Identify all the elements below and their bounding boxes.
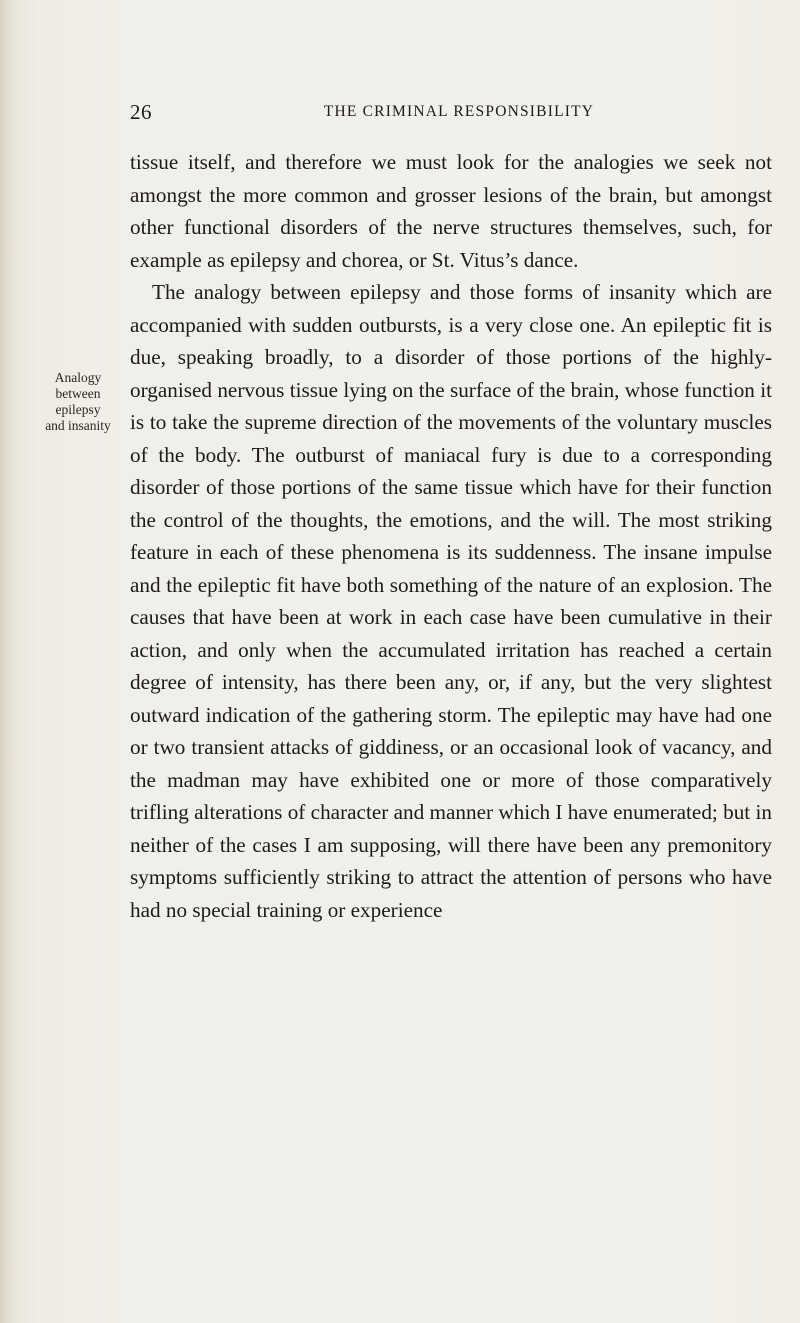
margin-note [33,370,123,434]
paragraph-continuation: tissue itself, and therefore we must look for the analogies we seek not amongst the more common and grosser lesions of the brain, but amongst other functional disorders of the nerve structures themselves, such, for example as epilepsy and chorea, or St. Vitus’s dance. [130,150,772,272]
page-number: 26 [130,100,152,124]
margin-note-line: and insanity [45,418,111,433]
running-head: THE CRIMINAL RESPONSIBILITY [323,103,595,120]
body-text [130,146,772,926]
binding-edge [0,0,14,1323]
page-header [130,100,770,130]
margin-note-line: Analogy [54,370,102,385]
margin-note-line: epilepsy [55,402,101,417]
paragraph-analogy: The analogy between epilepsy and those forms of insanity which are accompanied with sudden outbursts, is a very close one. An epileptic fit is due, speaking broadly, to a disorder of those portions of the highly-organised nervous tissue lying on the surface of the brain, whose function it is to take the supreme direction of the movements of the voluntary muscles of the body. The outburst of maniacal fury is due to a corresponding disorder of those portions of the same tissue which have for their function the control of the thoughts, the emotions, and the will. The most striking feature in each of these phenomena is its suddenness. The insane impulse and the epileptic fit have both something of the nature of an explosion. The causes that have been at work in each case have been cumulative in their action, and only when the accumulated irritation has reached a certain degree of intensity, has there been any, or, if any, but the very slightest outward indication of the gathering storm. The epileptic may have had one or two transient attacks of giddiness, or an occasional look of vacancy, and the madman may have exhibited one or more of those comparatively trifling alterations of character and manner which I have enumerated; but in neither of the cases I am supposing, will there have been any premonitory symptoms sufficiently striking to attract the attention of persons who have had no special training or experience [130,280,772,922]
margin-note-line: between [55,386,101,401]
